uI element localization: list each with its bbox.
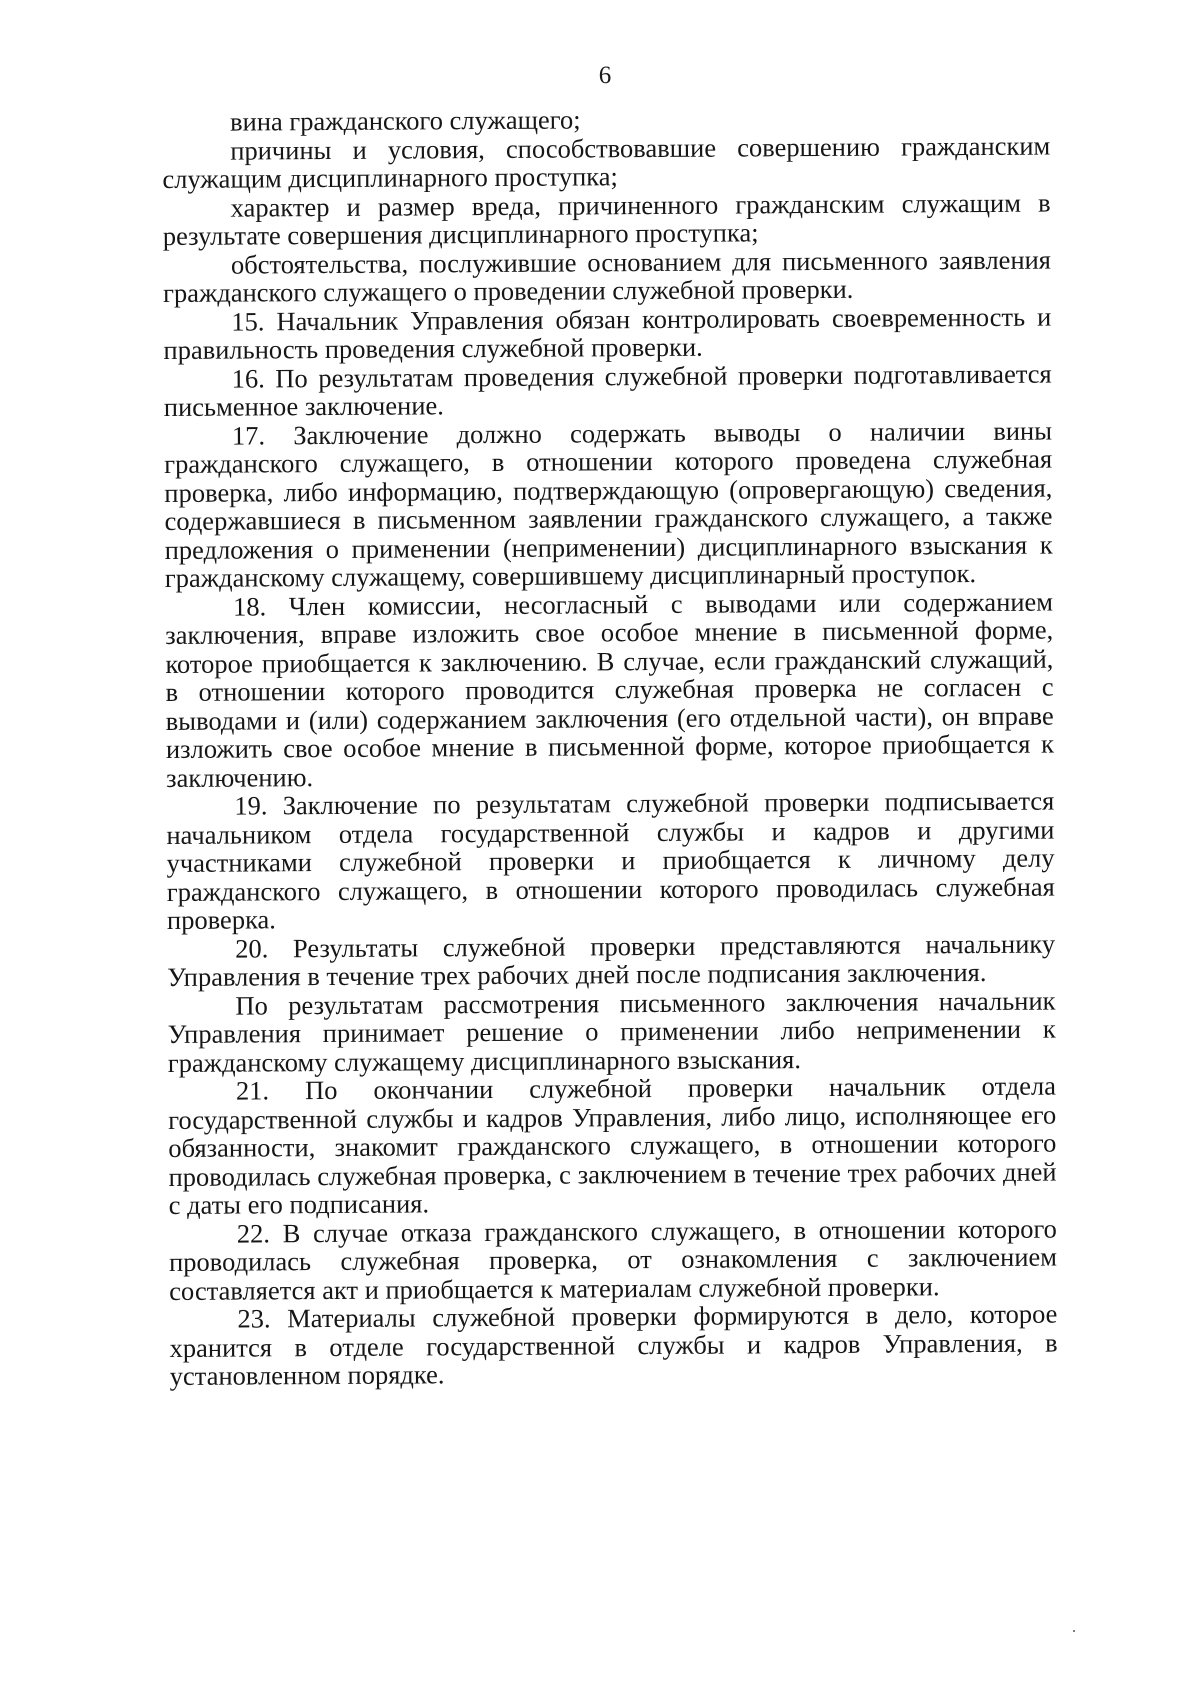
paragraph-item-21: 21. По окончании служебной проверки начальник отдела государственной службы и кадров Управления, либо лицо, исполняющее его обязанности, знакомит гражданского служащего, в отношении которого проводилась служебная проверка, с заключением в течение трех рабочих дней с даты его подписания.: [168, 1070, 1057, 1220]
paragraph-item-16: 16. По результатам проведения служебной проверки подготавливается письменное заключение.: [163, 358, 1052, 422]
paragraph-item-17: 17. Заключение должно содержать выводы о наличии вины гражданского служащего, в отношении которого проведена служебная проверка, либо информацию, подтверждающую (опровергающую) сведения, содержавшиеся в письменном заявлении гражданского служащего, а также предложения о применении (неприменении) дисциплинарного взыскания к гражданскому служащему, совершившему дисциплинарный проступок.: [164, 415, 1053, 593]
scan-speck: [1073, 1630, 1075, 1632]
paragraph: характер и размер вреда, причиненного гражданским служащим в результате совершения дисциплинарного проступка;: [162, 187, 1051, 251]
paragraph-item-18: 18. Член комиссии, несогласный с выводами или содержанием заключения, вправе изложить свое особое мнение в письменной форме, которое приобщается к заключению. В случае, если гражданский служащий, в отношении которого проводится служебная проверка не согласен с выводами и (или) содержанием заключения (его отдельной части), он вправе изложить свое особое мнение в письменной форме, которое приобщается к заключению.: [165, 586, 1054, 793]
page-number: 6: [598, 62, 612, 89]
paragraph: По результатам рассмотрения письменного заключения начальник Управления принимает решение о применении либо неприменении к гражданскому служащему дисциплинарного взыскания.: [167, 985, 1056, 1078]
paragraph-item-22: 22. В случае отказа гражданского служащего, в отношении которого проводилась служебная проверка, от ознакомления с заключением составляется акт и приобщается к материалам служебной проверки.: [168, 1213, 1058, 1306]
paragraph-item-23: 23. Материалы служебной проверки формируются в дело, которое хранится в отделе государственной службы и кадров Управления, в установленном порядке.: [169, 1298, 1058, 1391]
paragraph: вина гражданского служащего;: [229, 104, 581, 137]
paragraph: обстоятельства, послужившие основанием для письменного заявления гражданского служащего о проведении служебной проверки.: [163, 244, 1052, 308]
paragraph-item-20: 20. Результаты служебной проверки представляются начальнику Управления в течение трех рабочих дней после подписания заключения.: [167, 928, 1056, 992]
paragraph: причины и условия, способствовавшие совершению гражданским служащим дисциплинарного проступка;: [162, 130, 1051, 194]
paragraph-item-15: 15. Начальник Управления обязан контролировать своевременность и правильность проведения служебной проверки.: [163, 301, 1052, 365]
document-body: [162, 103, 1058, 1391]
paragraph-item-19: 19. Заключение по результатам служебной проверки подписывается начальником отдела государственной службы и кадров и другими участниками служебной проверки и приобщается к личному делу гражданского служащего, в отношении которого проводилась служебная проверка.: [166, 785, 1055, 935]
